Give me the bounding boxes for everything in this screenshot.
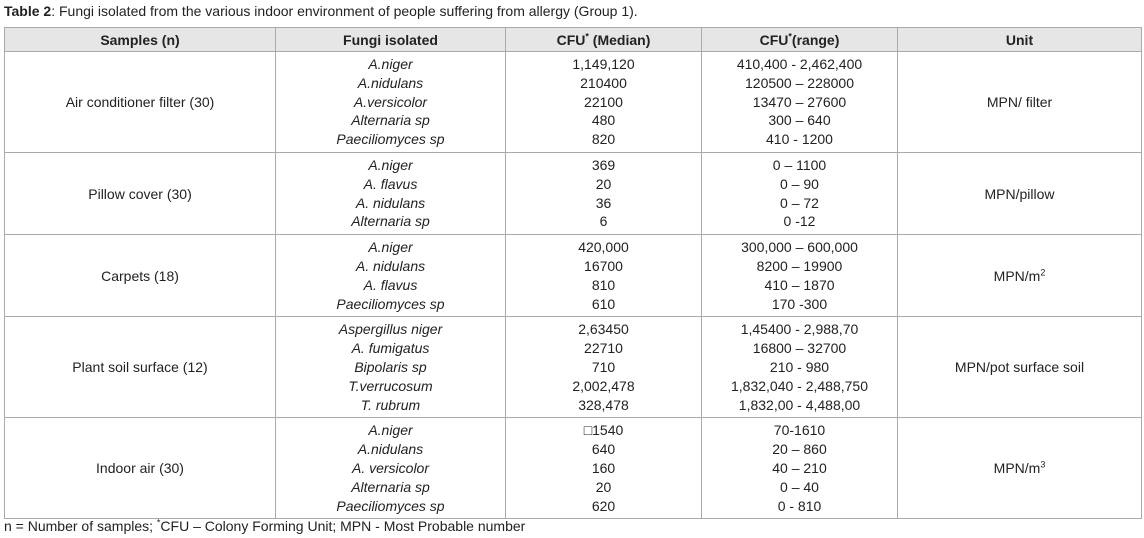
- table-row: [5, 235, 1142, 317]
- fungi-value: A. fumigatus: [351, 340, 430, 357]
- fungi-value: A. versicolor: [351, 459, 430, 476]
- fungi-value: A. flavus: [363, 276, 418, 293]
- median-value: 36: [595, 194, 612, 211]
- sample-cell: Pillow cover (30): [5, 152, 276, 234]
- median-value: 22710: [584, 340, 623, 357]
- header-median-tail: (Median): [588, 31, 651, 48]
- range-value: 410 – 1870: [764, 276, 835, 293]
- median-value: 20: [595, 175, 612, 192]
- median-value: 710: [591, 358, 616, 375]
- median-cell: [506, 235, 702, 317]
- header-samples: Samples (n): [5, 28, 276, 52]
- median-value: □1540: [583, 422, 624, 439]
- range-value: 1,832,00 - 4,488,00: [738, 396, 861, 413]
- range-value: 410 - 1200: [766, 131, 833, 148]
- fungi-cell: [276, 317, 506, 418]
- table-row: [5, 152, 1142, 234]
- fungi-value: A.nidulans: [357, 74, 424, 91]
- header-range: [702, 28, 898, 52]
- median-value: 640: [591, 441, 616, 458]
- fungi-value: Paeciliomyces sp: [336, 295, 445, 312]
- range-cell: [702, 317, 898, 418]
- median-value: 610: [591, 295, 616, 312]
- range-value: 1,832,040 - 2,488,750: [730, 377, 868, 394]
- sample-cell: Carpets (18): [5, 235, 276, 317]
- range-value: 0 – 72: [780, 194, 819, 211]
- unit-text: MPN/ filter: [986, 93, 1053, 110]
- median-value: 810: [591, 276, 616, 293]
- median-value: 22100: [584, 93, 623, 110]
- range-value: 70-1610: [773, 422, 826, 439]
- table-row: [5, 317, 1142, 418]
- range-value: 120500 – 228000: [745, 74, 854, 91]
- range-cell: [702, 52, 898, 153]
- sample-cell: Air conditioner filter (30): [5, 52, 276, 153]
- range-value: 0 – 40: [780, 478, 819, 495]
- median-value: 16700: [584, 257, 623, 274]
- fungi-value: Alternaria sp: [351, 213, 430, 230]
- table-body: [5, 52, 1142, 519]
- range-value: 170 -300: [771, 295, 828, 312]
- median-cell: [506, 152, 702, 234]
- unit-cell: [898, 235, 1142, 317]
- sample-cell: Indoor air (30): [5, 418, 276, 519]
- fungi-table: [4, 27, 1142, 519]
- range-value: 16800 – 32700: [752, 340, 847, 357]
- median-value: 369: [591, 156, 616, 173]
- header-row: [5, 28, 1142, 52]
- range-value: 0 – 90: [780, 175, 819, 192]
- fungi-value: A.niger: [368, 156, 413, 173]
- fungi-cell: [276, 52, 506, 153]
- fungi-value: A.nidulans: [357, 441, 424, 458]
- header-unit: Unit: [898, 28, 1142, 52]
- fungi-value: A. nidulans: [355, 194, 426, 211]
- range-value: 8200 – 19900: [756, 257, 843, 274]
- range-value: 0 -12: [783, 213, 816, 230]
- fungi-value: Paeciliomyces sp: [336, 131, 445, 148]
- table-footnote: [4, 517, 525, 535]
- fungi-cell: [276, 418, 506, 519]
- fungi-value: T.verrucosum: [348, 377, 433, 394]
- median-cell: [506, 418, 702, 519]
- range-value: 0 – 1100: [772, 156, 827, 173]
- fungi-value: Bipolaris sp: [354, 358, 427, 375]
- range-value: 13470 – 27600: [752, 93, 847, 110]
- range-value: 20 – 860: [772, 441, 827, 458]
- footnote-pre: n = Number of samples;: [4, 518, 157, 534]
- median-value: 820: [591, 131, 616, 148]
- fungi-value: Alternaria sp: [351, 478, 430, 495]
- fungi-value: T. rubrum: [360, 396, 421, 413]
- header-median-sup: *: [585, 30, 589, 41]
- header-median: [506, 28, 702, 52]
- unit-superscript: 3: [1040, 459, 1046, 470]
- range-cell: [702, 418, 898, 519]
- table-caption: [4, 2, 638, 20]
- sample-cell: Plant soil surface (12): [5, 317, 276, 418]
- header-median-base: CFU: [556, 31, 586, 48]
- fungi-value: Aspergillus niger: [338, 321, 443, 338]
- median-value: 420,000: [578, 239, 629, 256]
- median-value: 1,149,120: [572, 56, 635, 72]
- median-value: 480: [591, 112, 616, 129]
- fungi-value: A.niger: [368, 56, 413, 72]
- median-value: 6: [599, 213, 608, 230]
- caption-text: : Fungi isolated from the various indoor environment of people suffering from allergy (Group 1).: [51, 3, 638, 19]
- median-cell: [506, 52, 702, 153]
- median-value: 2,63450: [578, 321, 629, 338]
- fungi-value: A.niger: [368, 239, 413, 256]
- table-row: [5, 418, 1142, 519]
- median-value: 620: [591, 497, 616, 514]
- fungi-value: A.niger: [368, 422, 413, 439]
- fungi-value: A. flavus: [363, 175, 418, 192]
- range-value: 210 - 980: [769, 358, 830, 375]
- unit-cell: [898, 418, 1142, 519]
- unit-text: MPN/m: [993, 267, 1041, 284]
- range-cell: [702, 152, 898, 234]
- unit-superscript: 2: [1040, 267, 1046, 278]
- range-value: 300,000 – 600,000: [741, 239, 858, 256]
- median-value: 210400: [580, 74, 627, 91]
- median-value: 328,478: [578, 396, 629, 413]
- fungi-value: A. nidulans: [355, 257, 426, 274]
- unit-text: MPN/pot surface soil: [954, 359, 1085, 376]
- header-range-base: CFU: [759, 31, 789, 48]
- header-range-tail: (range): [791, 31, 840, 48]
- range-value: 300 – 640: [768, 112, 831, 129]
- unit-cell: [898, 317, 1142, 418]
- footnote-post: CFU – Colony Forming Unit; MPN - Most Probable number: [160, 518, 526, 534]
- header-range-sup: *: [788, 30, 792, 41]
- caption-label: Table 2: [4, 3, 52, 19]
- unit-text: MPN/pillow: [984, 185, 1055, 202]
- fungi-value: Alternaria sp: [351, 112, 430, 129]
- range-value: 40 – 210: [772, 459, 827, 476]
- range-value: 410,400 - 2,462,400: [736, 56, 863, 72]
- range-value: 0 - 810: [777, 497, 822, 514]
- range-value: 1,45400 - 2,988,70: [740, 321, 859, 338]
- range-cell: [702, 235, 898, 317]
- unit-cell: [898, 152, 1142, 234]
- footnote-sup: *: [156, 517, 161, 528]
- unit-cell: [898, 52, 1142, 153]
- table-row: [5, 52, 1142, 153]
- median-value: 20: [595, 478, 612, 495]
- fungi-value: Paeciliomyces sp: [336, 497, 445, 514]
- header-fungi: Fungi isolated: [276, 28, 506, 52]
- fungi-value: A.versicolor: [353, 93, 428, 110]
- median-value: 160: [591, 459, 616, 476]
- unit-text: MPN/m: [993, 460, 1041, 477]
- median-cell: [506, 317, 702, 418]
- median-value: 2,002,478: [572, 377, 635, 394]
- fungi-cell: [276, 152, 506, 234]
- fungi-cell: [276, 235, 506, 317]
